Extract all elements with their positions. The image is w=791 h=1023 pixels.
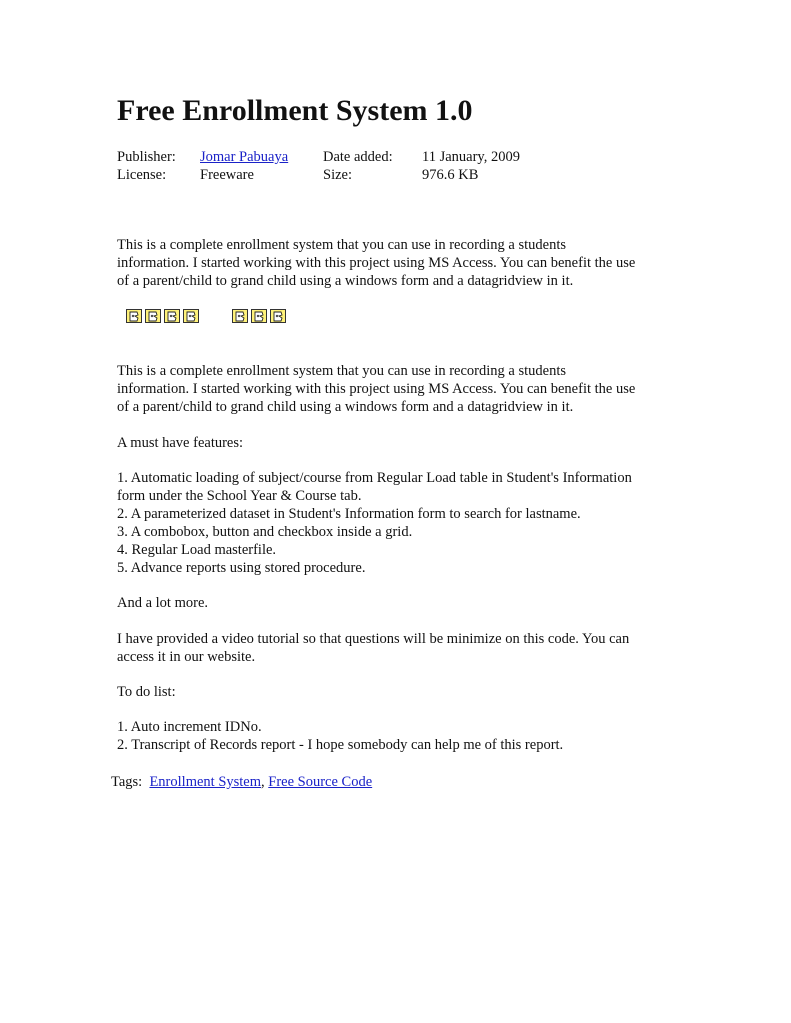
description-line: This is a complete enrollment system that you can use in recording a students xyxy=(117,363,566,379)
video-paragraph xyxy=(117,630,687,666)
feature-item: 1. Automatic loading of subject/course from Regular Load table in Student's Information xyxy=(117,470,632,486)
feature-item: 5. Advance reports using stored procedure. xyxy=(117,560,366,576)
size-label: Size: xyxy=(323,167,352,183)
broken-image-icon xyxy=(183,309,199,323)
broken-image-icon xyxy=(126,309,142,323)
rating-icon-group-2 xyxy=(232,309,289,325)
rating-icon-group-1 xyxy=(126,309,202,325)
intro-line: information. I started working with this project using MS Access. You can benefit the use xyxy=(117,255,636,271)
description-line: information. I started working with this project using MS Access. You can benefit the use xyxy=(117,381,636,397)
todo-item: 2. Transcript of Records report - I hope somebody can help me of this report. xyxy=(117,737,564,753)
intro-paragraph xyxy=(117,236,687,290)
publisher-label: Publisher: xyxy=(117,149,176,165)
intro-line: This is a complete enrollment system that you can use in recording a students xyxy=(117,237,566,253)
date-added-value: 11 January, 2009 xyxy=(422,149,520,165)
features-list xyxy=(117,469,687,577)
feature-item: 2. A parameterized dataset in Student's Information form to search for lastname. xyxy=(117,506,581,522)
broken-image-icon xyxy=(251,309,267,323)
date-added-label: Date added: xyxy=(323,149,393,165)
page-title: Free Enrollment System 1.0 xyxy=(117,94,473,127)
broken-image-icon xyxy=(232,309,248,323)
todo-list xyxy=(117,718,687,754)
broken-image-icon xyxy=(164,309,180,323)
feature-item: 4. Regular Load masterfile. xyxy=(117,542,277,558)
todo-heading: To do list: xyxy=(117,684,176,700)
tag-separator: , xyxy=(261,774,265,790)
license-label: License: xyxy=(117,167,167,183)
broken-image-icon xyxy=(270,309,286,323)
tags-row xyxy=(111,773,372,791)
feature-item: form under the School Year & Course tab. xyxy=(117,488,362,504)
tag-link-enrollment-system[interactable]: Enrollment System xyxy=(149,774,262,790)
publisher-link[interactable]: Jomar Pabuaya xyxy=(200,149,289,165)
video-line: access it in our website. xyxy=(117,649,256,665)
todo-item: 1. Auto increment IDNo. xyxy=(117,719,262,735)
more-text: And a lot more. xyxy=(117,595,209,611)
description-line: of a parent/child to grand child using a windows form and a datagridview in it. xyxy=(117,399,574,415)
size-value: 976.6 KB xyxy=(422,167,479,183)
broken-image-icon xyxy=(145,309,161,323)
tags-label: Tags: xyxy=(111,774,143,790)
video-line: I have provided a video tutorial so that questions will be minimize on this code. You can xyxy=(117,631,630,647)
intro-line: of a parent/child to grand child using a windows form and a datagridview in it. xyxy=(117,273,574,289)
feature-item: 3. A combobox, button and checkbox inside a grid. xyxy=(117,524,413,540)
tag-link-free-source-code[interactable]: Free Source Code xyxy=(268,774,373,790)
features-heading: A must have features: xyxy=(117,435,244,451)
description-paragraph xyxy=(117,362,687,416)
license-value: Freeware xyxy=(200,167,254,183)
